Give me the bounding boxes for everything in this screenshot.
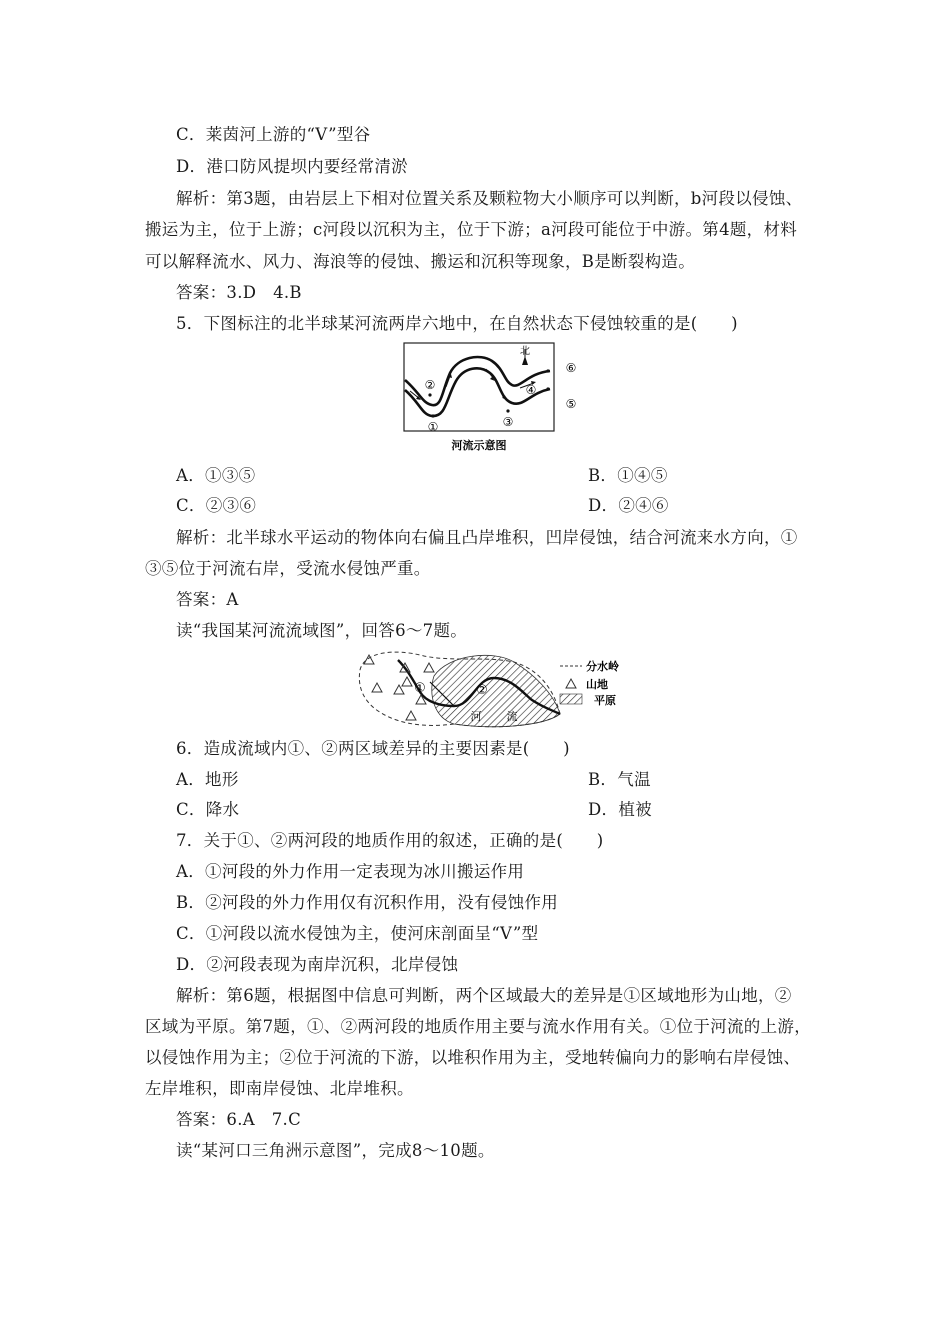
- answer-6-7: 答案：6.A 7.C: [176, 1110, 302, 1129]
- q6-option-row1: [176, 769, 651, 791]
- q5-analysis-line2: ③⑤位于河流右岸，受流水侵蚀严重。: [145, 559, 431, 578]
- river-figure-caption: 河流示意图: [451, 439, 507, 452]
- basin-figure-svg: [354, 648, 634, 730]
- mountain-symbol: [424, 663, 434, 672]
- legend-plain-symbol: [560, 694, 582, 704]
- analysis-6-7-line1: 解析：第6题，根据图中信息可判断，两个区域最大的差异是①区域地形为山地，②: [176, 986, 792, 1005]
- q6-option-b: B．气温: [588, 770, 651, 789]
- analysis-6-7-line4: 左岸堆积，即南岸侵蚀、北岸堆积。: [145, 1079, 414, 1098]
- point-4-dot: [502, 395, 505, 398]
- point-5-dot: [546, 387, 549, 390]
- north-arrow-head: [522, 356, 528, 365]
- point-2-dot: [428, 393, 431, 396]
- q5-option-row2: [176, 495, 669, 517]
- plain-area: [432, 655, 560, 726]
- q5-option-row1: [176, 465, 668, 487]
- river-char-2: 流: [506, 710, 518, 723]
- legend-plain: 平原: [594, 694, 616, 707]
- q6-stem: 6．造成流域内①、②两区域差异的主要因素是( ): [176, 739, 570, 758]
- q6-option-c: C．降水: [176, 800, 240, 819]
- point-1-dot: [431, 414, 434, 417]
- legend-mountain-symbol: [566, 679, 576, 688]
- q5-option-c: C．②③⑥: [176, 496, 257, 515]
- basin-figure: [354, 648, 634, 730]
- q6-option-a: A．地形: [176, 770, 239, 789]
- north-label: 北: [520, 346, 530, 357]
- q5-option-d: D．②④⑥: [588, 496, 669, 515]
- point-6-dot: [546, 369, 549, 372]
- point-5-label: ⑤: [565, 397, 577, 411]
- q7-stem: 7．关于①、②两河段的地质作用的叙述，正确的是( ): [176, 831, 604, 850]
- legend-watershed: 分水岭: [586, 660, 619, 673]
- point-4-label: ④: [525, 383, 537, 397]
- q7-option-c: C．①河段以流水侵蚀为主，使河床剖面呈“V”型: [176, 924, 539, 943]
- intro-8-10: 读“某河口三角洲示意图”，完成8～10题。: [176, 1141, 495, 1160]
- prev-option-c: C．莱茵河上游的“V”型谷: [176, 125, 371, 144]
- q7-option-b: B．②河段的外力作用仅有沉积作用，没有侵蚀作用: [176, 893, 559, 912]
- q7-option-a: A．①河段的外力作用一定表现为冰川搬运作用: [176, 862, 525, 881]
- point-2-label: ②: [424, 378, 436, 392]
- q5-analysis-line1: 解析：北半球水平运动的物体向右偏且凸岸堆积，凹岸侵蚀，结合河流来水方向，①: [176, 528, 798, 547]
- mountain-symbol: [406, 711, 416, 720]
- q6-option-d: D．植被: [588, 800, 652, 819]
- point-3-dot: [506, 409, 509, 412]
- intro-6-7: 读“我国某河流流域图”，回答6～7题。: [176, 621, 468, 640]
- q6-option-row2: [176, 799, 652, 821]
- prev-option-d: D．港口防风提坝内要经常清淤: [176, 157, 408, 176]
- q5-option-b: B．①④⑤: [588, 466, 668, 485]
- analysis-3-4-line2: 搬运为主，位于上游；c河段以沉积为主，位于下游；a河段可能位于中游。第4题，材料: [145, 220, 798, 239]
- q5-stem: 5．下图标注的北半球某河流两岸六地中，在自然状态下侵蚀较重的是( ): [176, 314, 738, 333]
- analysis-3-4-line1: 解析：第3题，由岩层上下相对位置关系及颗粒物大小顺序可以判断，b河段以侵蚀、: [176, 189, 803, 208]
- river-char-1: 河: [470, 710, 482, 723]
- river-figure-svg: [400, 343, 577, 455]
- q5-option-a: A．①③⑤: [176, 466, 256, 485]
- q5-answer: 答案：A: [176, 590, 239, 609]
- analysis-6-7-line3: 以侵蚀作用为主；②位于河流的下游，以堆积作用为主，受地转偏向力的影响右岸侵蚀、: [145, 1048, 801, 1067]
- analysis-3-4-line3: 可以解释流水、风力、海浪等的侵蚀、搬运和沉积等现象，B是断裂构造。: [145, 252, 696, 271]
- q7-option-d: D．②河段表现为南岸沉积，北岸侵蚀: [176, 955, 459, 974]
- point-6-label: ⑥: [565, 361, 577, 375]
- legend-mountain: 山地: [586, 678, 608, 691]
- analysis-6-7-line2: 区域为平原。第7题，①、②两河段的地质作用主要与流水作用有关。①位于河流的上游，: [145, 1017, 811, 1036]
- point-3-label: ③: [502, 415, 514, 429]
- point-1-label: ①: [427, 420, 439, 434]
- region-2-label: ②: [476, 683, 488, 698]
- answer-3-4: 答案：3.D 4.B: [176, 283, 302, 302]
- river-figure: [400, 343, 577, 455]
- region-1-label: ①: [414, 681, 426, 696]
- mountain-symbol: [364, 655, 374, 664]
- mountain-symbol: [372, 683, 382, 692]
